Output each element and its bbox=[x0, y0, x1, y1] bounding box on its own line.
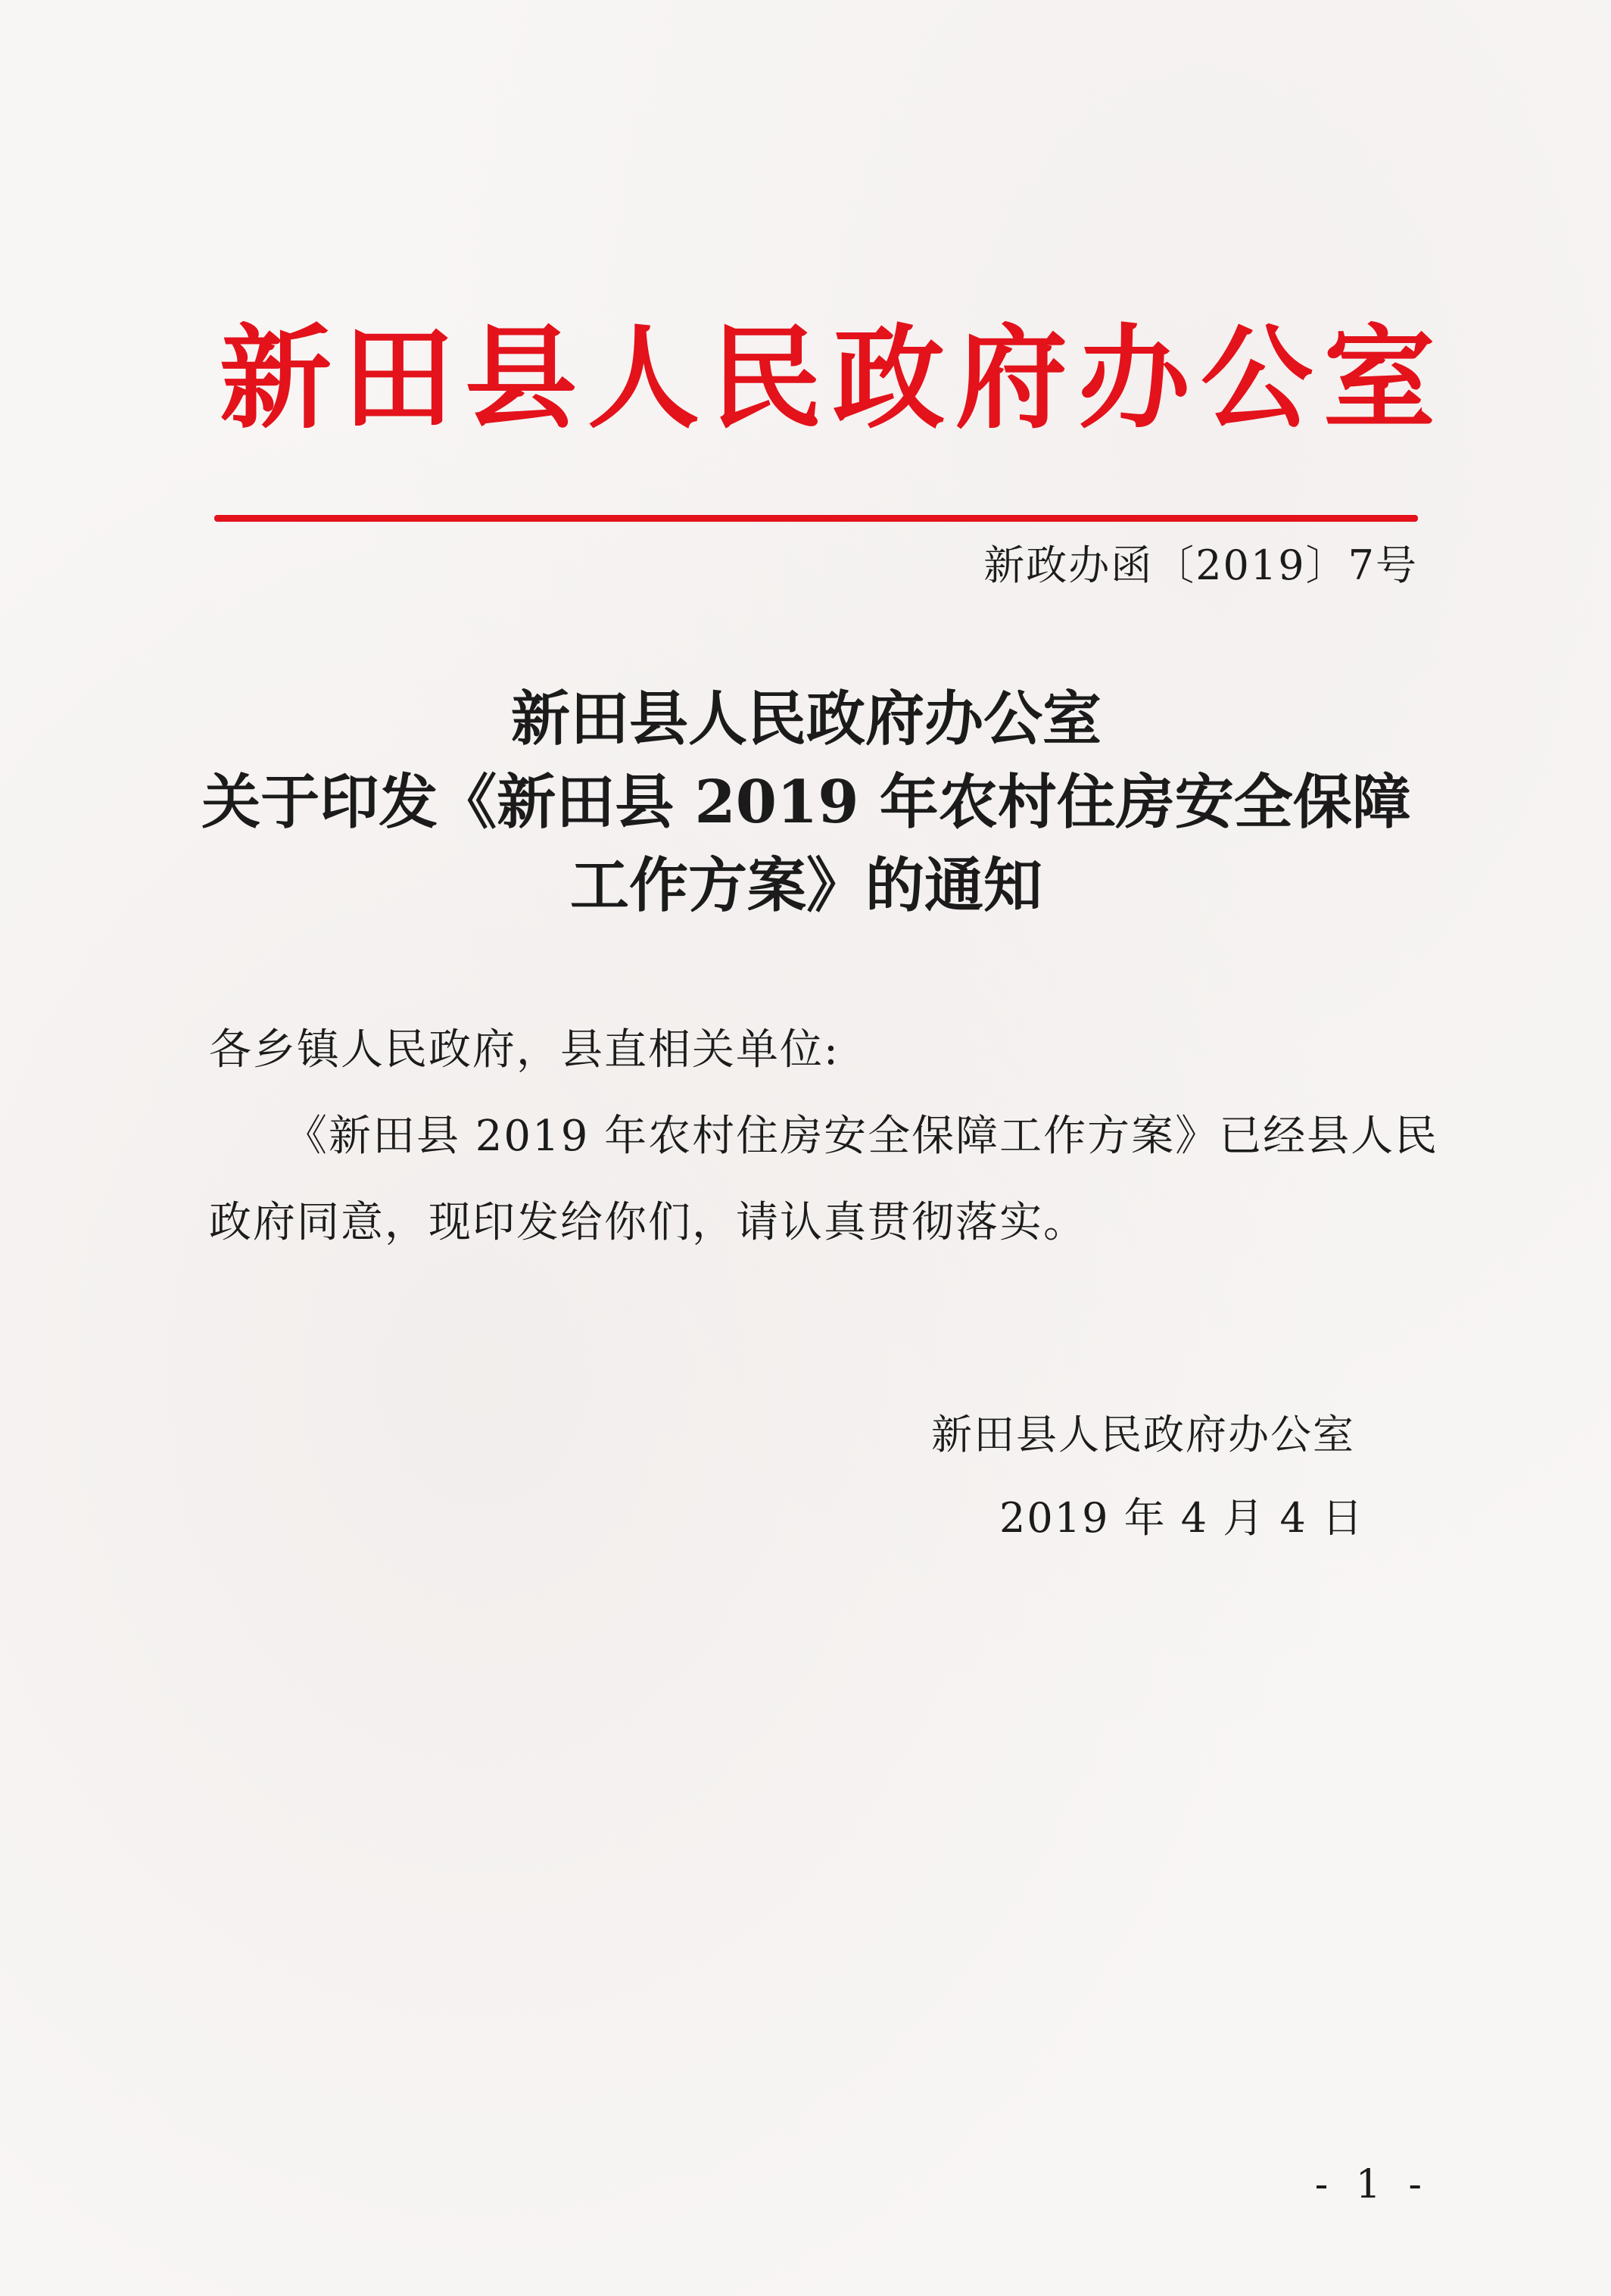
body-paragraph-line-1: 《新田县 2019 年农村住房安全保障工作方案》已经县人民 bbox=[285, 1112, 1439, 1161]
document-number: 新政办函〔2019〕7号 bbox=[983, 541, 1418, 589]
title-line-2: 关于印发《新田县 2019 年农村住房安全保障 bbox=[201, 768, 1411, 837]
document-body bbox=[209, 1007, 1439, 1266]
document-title bbox=[151, 678, 1461, 928]
salutation: 各乡镇人民政府，县直相关单位: bbox=[209, 1025, 840, 1075]
letterhead-red-rule bbox=[214, 515, 1418, 522]
signature-organization: 新田县人民政府办公室 bbox=[931, 1411, 1355, 1458]
signature-block bbox=[931, 1393, 1385, 1560]
signature-date: 2019 年 4 月 4 日 bbox=[999, 1494, 1364, 1542]
letterhead-title: 新田县人民政府办公室 bbox=[220, 314, 1446, 444]
title-line-1: 新田县人民政府办公室 bbox=[510, 685, 1102, 753]
page-number: - 1 - bbox=[1314, 2162, 1429, 2207]
body-paragraph-line-2: 政府同意，现印发给你们，请认真贯彻落实。 bbox=[209, 1198, 1087, 1247]
title-line-3: 工作方案》的通知 bbox=[569, 851, 1042, 920]
